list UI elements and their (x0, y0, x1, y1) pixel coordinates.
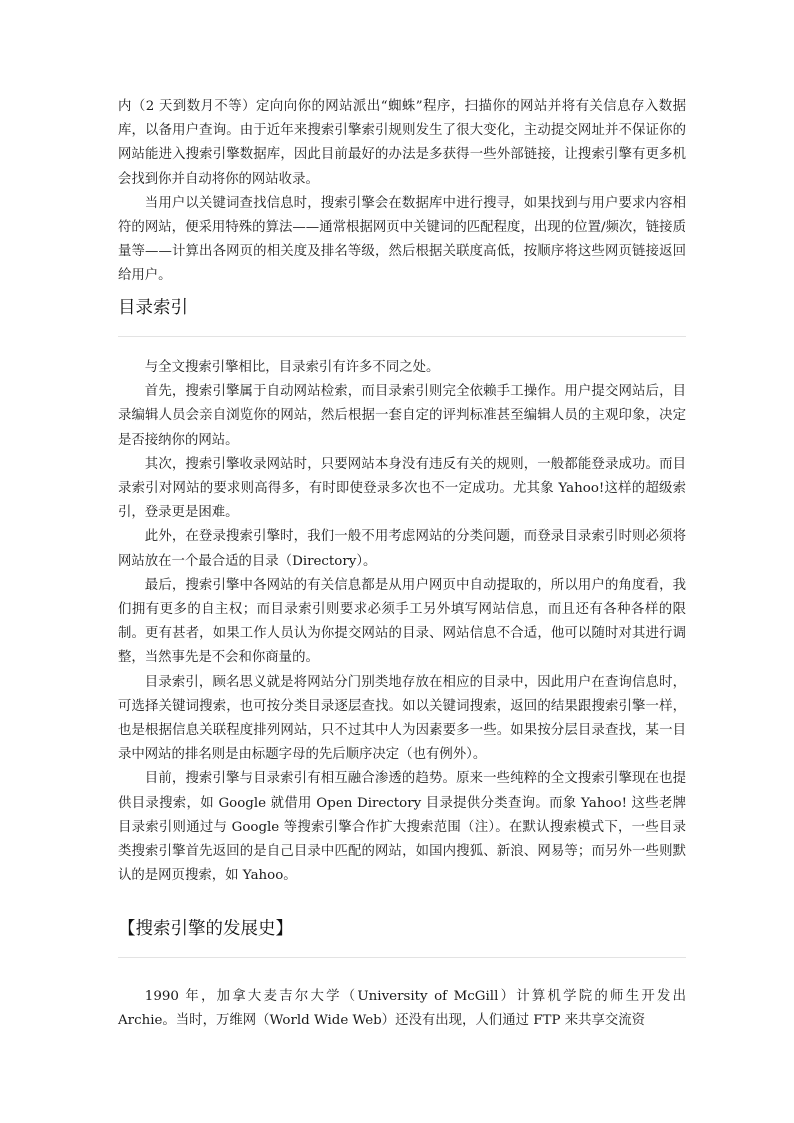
directory-index-block (118, 356, 686, 888)
body-paragraph: 目录索引，顾名思义就是将网站分门别类地存放在相应的目录中，因此用户在查询信息时，可选择关键词搜索，也可按分类目录逐层查找。如以关键词搜索，返回的结果跟搜索引擎一样，也是根据信息关联程度排列网站，只不过其中人为因素要多一些。如果按分层目录查找，某一目录中网站的排名则是由标题字母的先后顺序决定（也有例外）。 (118, 674, 686, 763)
section-divider (118, 336, 686, 337)
intro-block (118, 95, 686, 289)
section-heading-directory-index: 目录索引 (118, 298, 188, 318)
body-paragraph: 其次，搜索引擎收录网站时，只要网站本身没有违反有关的规则，一般都能登录成功。而目录索引对网站的要求则高得多，有时即使登录多次也不一定成功。尤其象 Yahoo!这样的超级索引，登录更是困难。 (118, 456, 686, 521)
section-heading-history: 【搜索引擎的发展史】 (118, 919, 293, 939)
body-paragraph: 当用户以关键词查找信息时，搜索引擎会在数据库中进行搜寻，如果找到与用户要求内容相符的网站，便采用特殊的算法——通常根据网页中关键词的匹配程度，出现的位置/频次，链接质量等——计算出各网页的相关度及排名等级，然后根据关联度高低，按顺序将这些网页链接返回给用户。 (118, 195, 686, 284)
body-paragraph: 此外，在登录搜索引擎时，我们一般不用考虑网站的分类问题，而登录目录索引时则必须将网站放在一个最合适的目录（Directory）。 (118, 529, 686, 569)
history-block (118, 985, 686, 1033)
body-paragraph: 与全文搜索引擎相比，目录索引有许多不同之处。 (144, 360, 440, 375)
body-paragraph: 最后，搜索引擎中各网站的有关信息都是从用户网页中自动提取的，所以用户的角度看，我们拥有更多的自主权；而目录索引则要求必须手工另外填写网站信息，而且还有各种各样的限制。更有甚者，如果工作人员认为你提交网站的目录、网站信息不合适，他可以随时对其进行调整，当然事先是不会和你商量的。 (118, 577, 686, 666)
body-paragraph: 1990 年，加拿大麦吉尔大学（University of McGill）计算机学院的师生开发出 Archie。当时，万维网（World Wide Web）还没有出现，人们通过 FTP 来共享交流资 (118, 989, 686, 1029)
body-paragraph: 目前，搜索引擎与目录索引有相互融合渗透的趋势。原来一些纯粹的全文搜索引擎现在也提供目录搜索，如 Google 就借用 Open Directory 目录提供分类查询。而象 Yahoo! 这些老牌目录索引则通过与 Google 等搜索引擎合作扩大搜索范围（注）。在默认搜索模式下，一些目录类搜索引擎首先返回的是自己目录中匹配的网站，如国内搜狐、新浪、网易等；而另外一些则默认的是网页搜索，如 Yahoo。 (118, 771, 687, 884)
section-divider (118, 957, 686, 958)
body-paragraph: 内（2 天到数月不等）定向向你的网站派出“蜘蛛”程序，扫描你的网站并将有关信息存入数据库，以备用户查询。由于近年来搜索引擎索引规则发生了很大变化，主动提交网址并不保证你的网站能进入搜索引擎数据库，因此目前最好的办法是多获得一些外部链接，让搜索引擎有更多机会找到你并自动将你的网站收录。 (118, 99, 686, 187)
body-paragraph: 首先，搜索引擎属于自动网站检索，而目录索引则完全依赖手工操作。用户提交网站后，目录编辑人员会亲自浏览你的网站，然后根据一套自定的评判标准甚至编辑人员的主观印象，决定是否接纳你的网站。 (118, 384, 686, 448)
